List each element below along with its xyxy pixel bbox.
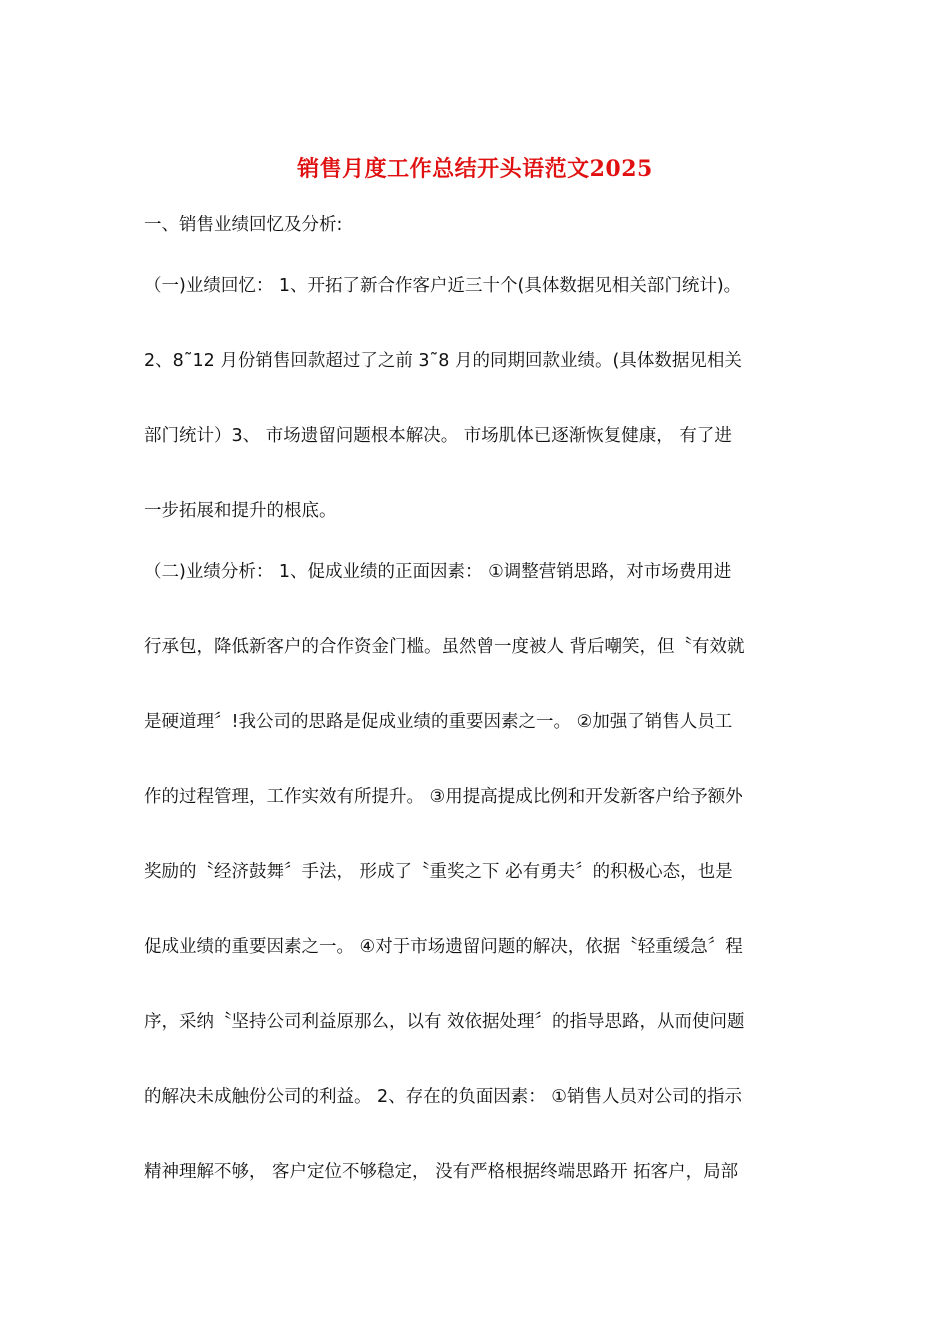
body-line: 序，采纳〝坚持公司利益原那么，以有 效依据处理〞的指导思路，从而使问题 — [144, 1012, 745, 1032]
body-line: 作的过程管理，工作实效有所提升。 ③用提高提成比例和开发新客户给予额外 — [144, 787, 743, 807]
body-line: （二)业绩分析： 1、促成业绩的正面因素： ①调整营销思路，对市场费用进 — [144, 562, 732, 582]
body-line: 一、销售业绩回忆及分析: — [144, 215, 343, 235]
body-line: 促成业绩的重要因素之一。 ④对于市场遗留问题的解决，依据〝轻重缓急〞程 — [144, 937, 743, 957]
body-line: （一)业绩回忆： 1、开拓了新合作客户近三十个(具体数据见相关部门统计)。 — [144, 276, 742, 296]
body-line: 精神理解不够， 客户定位不够稳定， 没有严格根据终端思路开 拓客户，局部 — [144, 1162, 739, 1182]
body-line: 的解决未成触份公司的利益。 2、存在的负面因素： ①销售人员对公司的指示 — [144, 1087, 742, 1107]
body-line: 是硬道理〞!我公司的思路是促成业绩的重要因素之一。 ②加强了销售人员工 — [144, 712, 733, 732]
body-line: 行承包，降低新客户的合作资金门槛。虽然曾一度被人 背后嘲笑，但〝有效就 — [144, 637, 745, 657]
body-line: 部门统计）3、 市场遗留问题根本解决。 市场肌体已逐渐恢复健康， 有了进 — [144, 426, 732, 446]
body-line: 一步拓展和提升的根底。 — [144, 501, 337, 521]
body-line: 奖励的〝经济鼓舞〞手法， 形成了〝重奖之下 必有勇夫〞的积极心态，也是 — [144, 862, 733, 882]
body-line: 2、8˜12 月份销售回款超过了之前 3˜8 月的同期回款业绩。(具体数据见相关 — [144, 351, 742, 371]
document-title: 销售月度工作总结开头语范文2025 — [297, 156, 653, 182]
